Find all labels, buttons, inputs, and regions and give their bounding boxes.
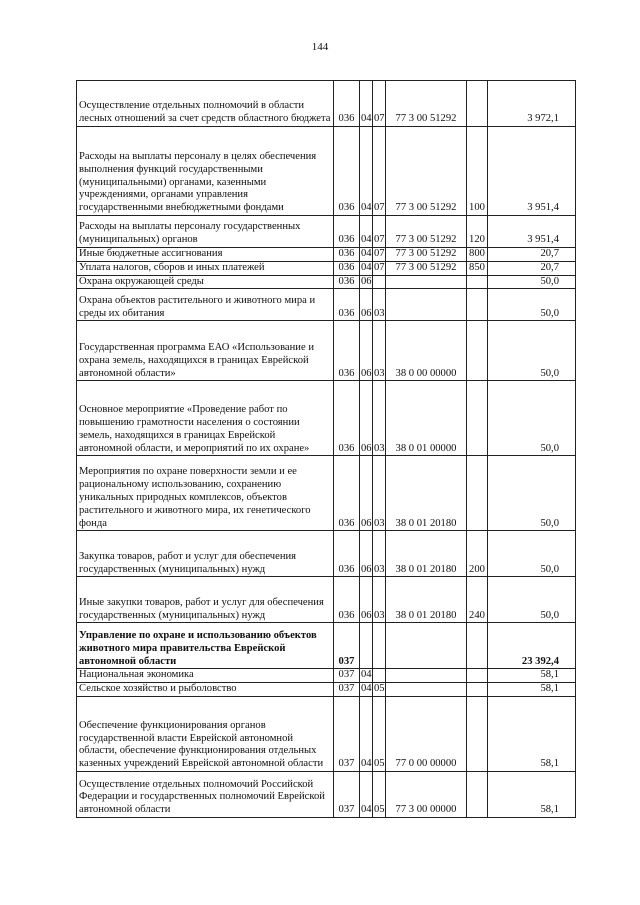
cell-name: Мероприятия по охране поверхности земли и ее рациональному использованию, сохранению уникальных природных комплексов, объектов растительного и животного мира, их генетического фонда <box>77 456 334 531</box>
cell-section-code: 06 <box>360 289 373 321</box>
cell-name: Расходы на выплаты персоналу в целях обеспечения выполнения функций государственными (муниципальными) органами, казенными учреждениями, органами управления государственными внебюджетными фондами <box>77 127 334 216</box>
cell-amount: 50,0 <box>488 381 576 456</box>
page-number: 144 <box>311 41 329 53</box>
cell-name: Иные бюджетные ассигнования <box>77 248 334 262</box>
cell-section-code: 04 <box>360 81 373 127</box>
cell-subsection-code: 05 <box>373 771 386 817</box>
cell-expense-type: 850 <box>467 261 488 275</box>
cell-expense-type <box>467 275 488 289</box>
cell-ministry-code: 037 <box>334 771 360 817</box>
cell-ministry-code: 036 <box>334 456 360 531</box>
cell-section-code: 06 <box>360 381 373 456</box>
cell-name: Осуществление отдельных полномочий Российской Федерации и государственных полномочий Еврейской автономной области <box>77 771 334 817</box>
cell-target-article <box>386 669 467 683</box>
cell-ministry-code: 037 <box>334 696 360 771</box>
cell-ministry-code: 036 <box>334 321 360 381</box>
cell-expense-type <box>467 456 488 531</box>
cell-section-code: 04 <box>360 127 373 216</box>
cell-name: Расходы на выплаты персоналу государственных (муниципальных) органов <box>77 216 334 248</box>
cell-section-code: 04 <box>360 248 373 262</box>
table-row <box>77 696 576 771</box>
cell-subsection-code: 03 <box>373 289 386 321</box>
cell-name: Охрана объектов растительного и животного мира и среды их обитания <box>77 289 334 321</box>
cell-name: Осуществление отдельных полномочий в области лесных отношений за счет средств областного бюджета <box>77 81 334 127</box>
table-row <box>77 531 576 577</box>
cell-target-article: 77 3 00 51292 <box>386 261 467 275</box>
cell-amount: 3 972,1 <box>488 81 576 127</box>
cell-ministry-code: 036 <box>334 216 360 248</box>
cell-amount: 58,1 <box>488 683 576 697</box>
cell-ministry-code: 036 <box>334 261 360 275</box>
cell-subsection-code <box>373 275 386 289</box>
cell-expense-type <box>467 81 488 127</box>
cell-section-code: 06 <box>360 456 373 531</box>
table-row <box>77 261 576 275</box>
cell-expense-type: 120 <box>467 216 488 248</box>
budget-table <box>76 80 576 818</box>
cell-expense-type <box>467 321 488 381</box>
cell-subsection-code: 07 <box>373 81 386 127</box>
cell-amount: 3 951,4 <box>488 127 576 216</box>
cell-ministry-code: 036 <box>334 248 360 262</box>
cell-name: Уплата налогов, сборов и иных платежей <box>77 261 334 275</box>
cell-subsection-code: 07 <box>373 127 386 216</box>
cell-amount: 58,1 <box>488 669 576 683</box>
cell-ministry-code: 037 <box>334 623 360 669</box>
table-row <box>77 771 576 817</box>
table-row <box>77 321 576 381</box>
cell-ministry-code: 037 <box>334 669 360 683</box>
table-row <box>77 127 576 216</box>
cell-section-code: 06 <box>360 321 373 381</box>
cell-amount: 50,0 <box>488 275 576 289</box>
cell-name: Обеспечение функционирования органов государственной власти Еврейской автономной области, обеспечение функционирования отдельных казенных учреждений Еврейской автономной области <box>77 696 334 771</box>
table-row <box>77 623 576 669</box>
cell-subsection-code <box>373 669 386 683</box>
table-row <box>77 381 576 456</box>
cell-amount: 20,7 <box>488 248 576 262</box>
cell-subsection-code: 03 <box>373 531 386 577</box>
cell-section-code: 04 <box>360 771 373 817</box>
cell-expense-type <box>467 381 488 456</box>
cell-section-code: 06 <box>360 531 373 577</box>
cell-amount: 58,1 <box>488 696 576 771</box>
cell-expense-type <box>467 771 488 817</box>
cell-amount: 3 951,4 <box>488 216 576 248</box>
cell-subsection-code: 03 <box>373 577 386 623</box>
cell-target-article: 38 0 01 20180 <box>386 531 467 577</box>
cell-subsection-code: 03 <box>373 321 386 381</box>
cell-expense-type: 100 <box>467 127 488 216</box>
table-row <box>77 275 576 289</box>
cell-ministry-code: 037 <box>334 683 360 697</box>
cell-section-code: 04 <box>360 683 373 697</box>
cell-section-code: 04 <box>360 669 373 683</box>
cell-subsection-code: 03 <box>373 381 386 456</box>
table-body <box>77 81 576 818</box>
table-row <box>77 669 576 683</box>
cell-target-article <box>386 275 467 289</box>
cell-target-article: 38 0 01 20180 <box>386 577 467 623</box>
cell-name: Национальная экономика <box>77 669 334 683</box>
cell-ministry-code: 036 <box>334 81 360 127</box>
cell-name: Сельское хозяйство и рыболовство <box>77 683 334 697</box>
cell-target-article: 38 0 01 20180 <box>386 456 467 531</box>
table-row <box>77 81 576 127</box>
cell-expense-type <box>467 683 488 697</box>
cell-target-article: 77 3 00 51292 <box>386 127 467 216</box>
cell-amount: 50,0 <box>488 456 576 531</box>
table-row <box>77 683 576 697</box>
cell-amount: 50,0 <box>488 289 576 321</box>
cell-ministry-code: 036 <box>334 531 360 577</box>
cell-target-article: 77 3 00 51292 <box>386 81 467 127</box>
cell-section-code: 04 <box>360 261 373 275</box>
cell-target-article: 77 3 00 51292 <box>386 248 467 262</box>
table-row <box>77 456 576 531</box>
cell-subsection-code: 03 <box>373 456 386 531</box>
cell-target-article: 38 0 01 00000 <box>386 381 467 456</box>
cell-name: Иные закупки товаров, работ и услуг для обеспечения государственных (муниципальных) нужд <box>77 577 334 623</box>
cell-expense-type <box>467 696 488 771</box>
cell-section-code <box>360 623 373 669</box>
cell-name: Основное мероприятие «Проведение работ по повышению грамотности населения о состоянии земель, находящихся в границах Еврейской автономной области, и мероприятий по их охране» <box>77 381 334 456</box>
cell-ministry-code: 036 <box>334 275 360 289</box>
cell-ministry-code: 036 <box>334 127 360 216</box>
cell-name: Управление по охране и использованию объектов животного мира правительства Еврейской автономной области <box>77 623 334 669</box>
cell-target-article <box>386 683 467 697</box>
cell-target-article: 38 0 00 00000 <box>386 321 467 381</box>
cell-section-code: 06 <box>360 275 373 289</box>
table-row <box>77 577 576 623</box>
cell-expense-type <box>467 289 488 321</box>
cell-subsection-code: 07 <box>373 261 386 275</box>
cell-amount: 23 392,4 <box>488 623 576 669</box>
cell-ministry-code: 036 <box>334 381 360 456</box>
cell-expense-type: 800 <box>467 248 488 262</box>
cell-section-code: 06 <box>360 577 373 623</box>
cell-subsection-code: 07 <box>373 248 386 262</box>
cell-target-article: 77 3 00 00000 <box>386 771 467 817</box>
cell-target-article <box>386 289 467 321</box>
cell-amount: 50,0 <box>488 321 576 381</box>
cell-target-article: 77 0 00 00000 <box>386 696 467 771</box>
cell-amount: 58,1 <box>488 771 576 817</box>
cell-expense-type <box>467 623 488 669</box>
cell-name: Закупка товаров, работ и услуг для обеспечения государственных (муниципальных) нужд <box>77 531 334 577</box>
cell-expense-type <box>467 669 488 683</box>
cell-name: Охрана окружающей среды <box>77 275 334 289</box>
cell-target-article: 77 3 00 51292 <box>386 216 467 248</box>
cell-amount: 50,0 <box>488 531 576 577</box>
cell-ministry-code: 036 <box>334 289 360 321</box>
cell-name: Государственная программа ЕАО «Использование и охрана земель, находящихся в границах Еврейской автономной области» <box>77 321 334 381</box>
cell-target-article <box>386 623 467 669</box>
cell-amount: 50,0 <box>488 577 576 623</box>
table-row <box>77 216 576 248</box>
cell-ministry-code: 036 <box>334 577 360 623</box>
cell-subsection-code: 07 <box>373 216 386 248</box>
cell-subsection-code: 05 <box>373 696 386 771</box>
cell-section-code: 04 <box>360 216 373 248</box>
table-row <box>77 248 576 262</box>
cell-subsection-code <box>373 623 386 669</box>
cell-section-code: 04 <box>360 696 373 771</box>
cell-amount: 20,7 <box>488 261 576 275</box>
cell-subsection-code: 05 <box>373 683 386 697</box>
cell-expense-type: 240 <box>467 577 488 623</box>
cell-expense-type: 200 <box>467 531 488 577</box>
table-row <box>77 289 576 321</box>
